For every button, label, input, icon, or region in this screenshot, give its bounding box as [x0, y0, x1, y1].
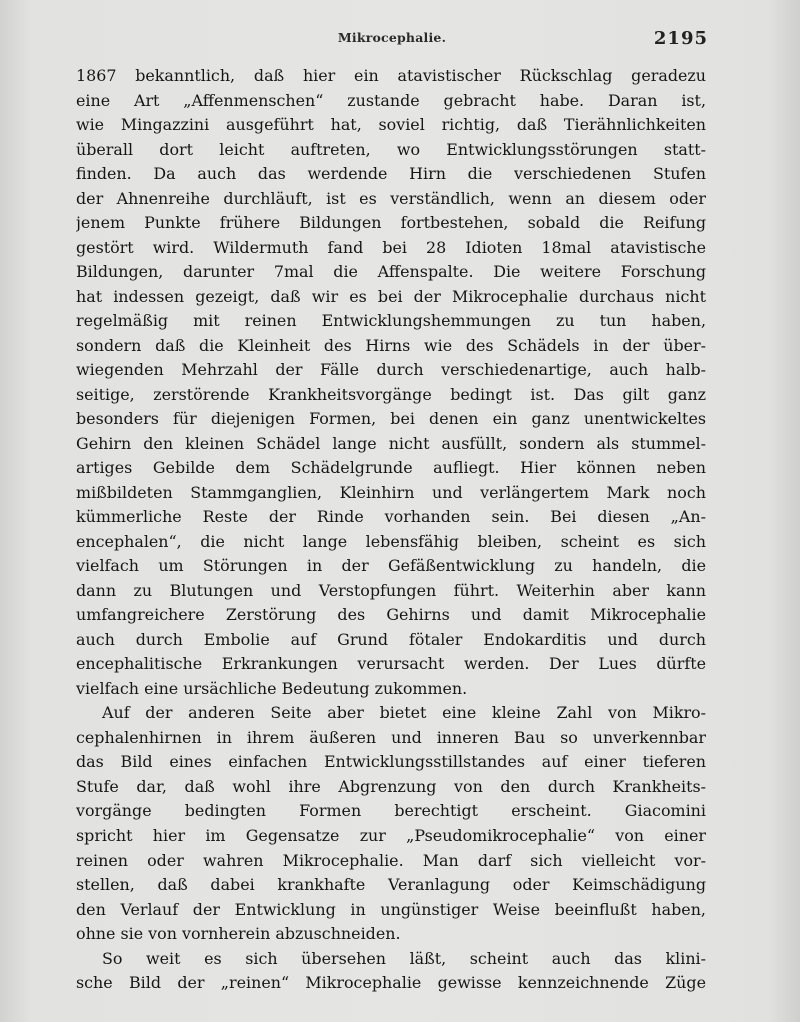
text-line: spricht hier im Gegensatze zur „Pseudomikrocephalie“ von einer — [76, 825, 706, 845]
text-line: Gehirn den kleinen Schädel lange nicht ausfüllt, sondern als stummel- — [76, 433, 706, 453]
text-line: überall dort leicht auftreten, wo Entwicklungsstörungen statt- — [76, 139, 706, 159]
text-line: encephalitische Erkrankungen verursacht werden. Der Lues dürfte — [76, 654, 706, 674]
text-line: seitige, zerstörende Krankheitsvorgänge bedingt ist. Das gilt ganz — [76, 384, 706, 404]
text-line: umfangreichere Zerstörung des Gehirns und damit Mikrocephalie — [76, 605, 706, 625]
text-line: Auf der anderen Seite aber bietet eine kleine Zahl von Mikro- — [102, 703, 706, 723]
text-line: wiegenden Mehrzahl der Fälle durch verschiedenartige, auch halb- — [76, 360, 706, 380]
running-head: Mikrocephalie. — [337, 30, 447, 45]
text-line: den Verlauf der Entwicklung in ungünstiger Weise beeinflußt haben, — [76, 899, 706, 919]
text-line: artiges Gebilde dem Schädelgrunde aufliegt. Hier können neben — [76, 458, 706, 478]
page-header — [76, 28, 708, 52]
text-line: wie Mingazzini ausgeführt hat, soviel richtig, daß Tierähnlichkeiten — [76, 115, 706, 135]
text-line: mißbildeten Stammganglien, Kleinhirn und verlängertem Mark noch — [76, 482, 706, 502]
text-line: jenem Punkte frühere Bildungen fortbestehen, sobald die Reifung — [76, 213, 706, 233]
text-line: das Bild eines einfachen Entwicklungsstillstandes auf einer tieferen — [76, 752, 706, 772]
text-line: regelmäßig mit reinen Entwicklungshemmungen zu tun haben, — [76, 311, 706, 331]
body-text — [76, 64, 706, 996]
text-line: gestört wird. Wildermuth fand bei 28 Idioten 18mal atavistische — [76, 237, 706, 257]
text-line: reinen oder wahren Mikrocephalie. Man darf sich vielleicht vor- — [76, 850, 706, 870]
text-line: besonders für diejenigen Formen, bei denen ein ganz unentwickeltes — [76, 409, 706, 429]
text-line: auch durch Embolie auf Grund fötaler Endokarditis und durch — [76, 629, 706, 649]
text-line: hat indessen gezeigt, daß wir es bei der Mikrocephalie durchaus nicht — [76, 286, 706, 306]
text-line: Stufe dar, daß wohl ihre Abgrenzung von den durch Krankheits- — [76, 776, 706, 796]
text-line: vielfach eine ursächliche Bedeutung zukommen. — [76, 678, 468, 698]
page-number: 2195 — [653, 28, 708, 49]
text-line: der Ahnenreihe durchläuft, ist es verständlich, wenn an diesem oder — [76, 188, 706, 208]
text-line: kümmerliche Reste der Rinde vorhanden sein. Bei diesen „An- — [76, 507, 706, 527]
text-line: finden. Da auch das werdende Hirn die verschiedenen Stufen — [76, 164, 706, 184]
text-line: stellen, daß dabei krankhafte Veranlagung oder Keimschädigung — [76, 875, 706, 895]
text-line: Bildungen, darunter 7mal die Affenspalte. Die weitere Forschung — [76, 262, 706, 282]
text-line: 1867 bekanntlich, daß hier ein atavistischer Rückschlag geradezu — [76, 66, 706, 85]
text-line: vorgänge bedingten Formen berechtigt erscheint. Giacomini — [76, 801, 706, 821]
text-line: eine Art „Affenmenschen“ zustande gebracht habe. Daran ist, — [76, 90, 706, 110]
text-line: sche Bild der „reinen“ Mikrocephalie gewisse kennzeichnende Züge — [76, 973, 706, 993]
text-line: dann zu Blutungen und Verstopfungen führt. Weiterhin aber kann — [76, 580, 706, 600]
text-line: vielfach um Störungen in der Gefäßentwicklung zu handeln, die — [76, 556, 706, 576]
text-line: ohne sie von vornherein abzuschneiden. — [76, 924, 401, 944]
text-line: cephalenhirnen in ihrem äußeren und inneren Bau so unverkennbar — [76, 727, 706, 747]
text-line: So weit es sich übersehen läßt, scheint auch das klini- — [102, 948, 706, 968]
text-line: sondern daß die Kleinheit des Hirns wie des Schädels in der über- — [76, 335, 706, 355]
text-line: encephalen“, die nicht lange lebensfähig bleiben, scheint es sich — [76, 531, 706, 551]
